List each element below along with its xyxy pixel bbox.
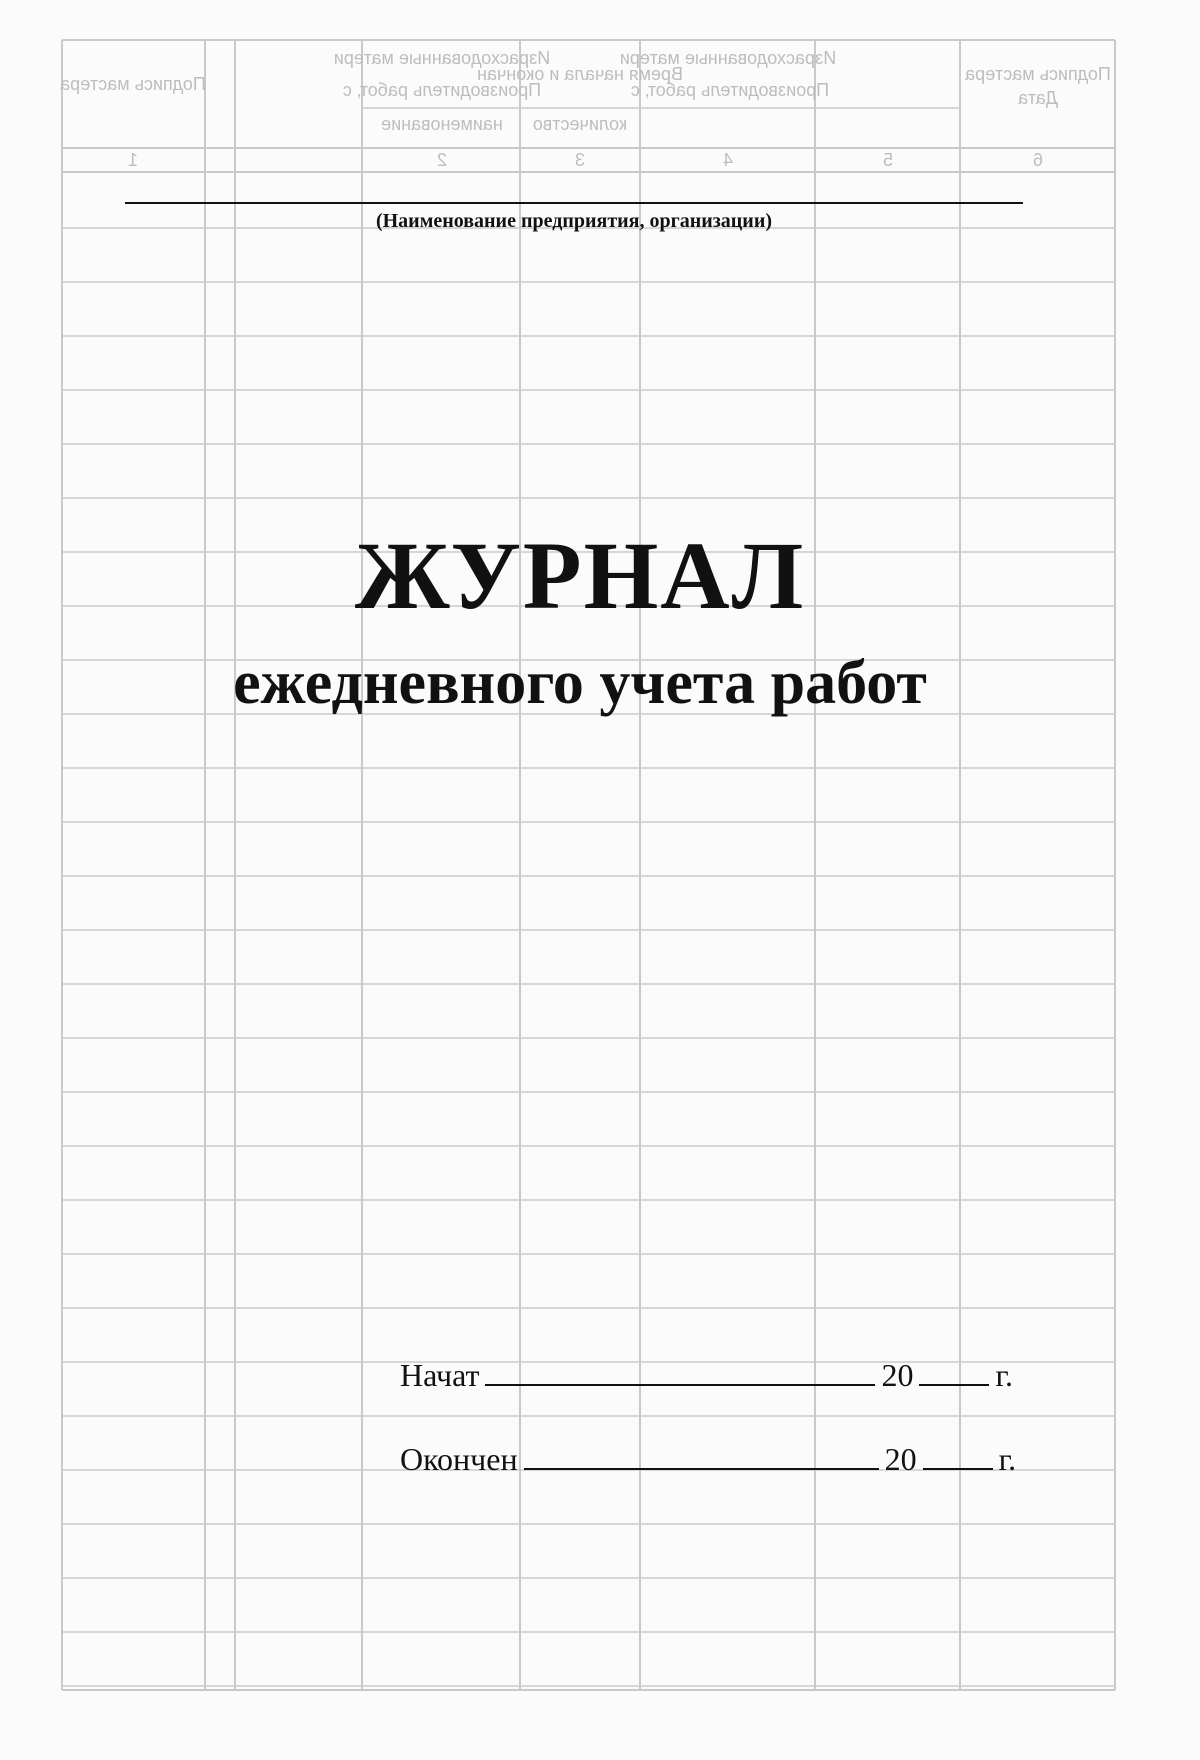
ghost-column-number: 1 [127,150,139,170]
ghost-column-number: 5 [882,150,894,170]
ghost-column-number: 3 [574,150,586,170]
ghost-column-header: Время начала и окончан [476,64,684,84]
end-date-suffix: г. [998,1441,1017,1477]
start-date-suffix: г. [995,1357,1013,1393]
ghost-column-header: Дата [1018,88,1058,108]
end-date-century: 20 [884,1441,917,1477]
ghost-column-header: Производитель работ, с [630,80,830,100]
start-date-century: 20 [881,1357,914,1393]
end-date-label: Окончен [400,1441,518,1477]
ghost-column-header: Подпись мастера [965,64,1111,84]
end-date-blank [524,1436,879,1470]
end-date-row [400,1436,1100,1486]
journal-subtitle: ежедневного учета работ [233,649,927,717]
ghost-column-subheader: количество [532,114,628,134]
ghost-column-number: 2 [436,150,448,170]
ghost-column-header: Израсходованные матери [619,48,837,68]
start-year-blank [919,1352,989,1386]
ghost-column-subheader: наименование [381,114,503,134]
ghost-column-header: Производитель работ, с [342,80,542,100]
start-date-label: Начат [400,1357,480,1393]
start-date-blank [485,1352,875,1386]
organization-name-line [125,202,1023,204]
ghost-column-number: 6 [1032,150,1044,170]
start-date-row [400,1352,1100,1402]
end-year-blank [923,1436,993,1470]
ghost-column-number: 4 [722,150,734,170]
journal-title: ЖУРНАЛ [354,522,806,629]
ghost-column-header: Израсходованные матери [333,48,551,68]
ghost-column-header: Подпись мастера [60,74,206,94]
ghost-header-labels [59,48,1111,170]
organization-caption: (Наименование предприятия, организации) [375,210,773,232]
